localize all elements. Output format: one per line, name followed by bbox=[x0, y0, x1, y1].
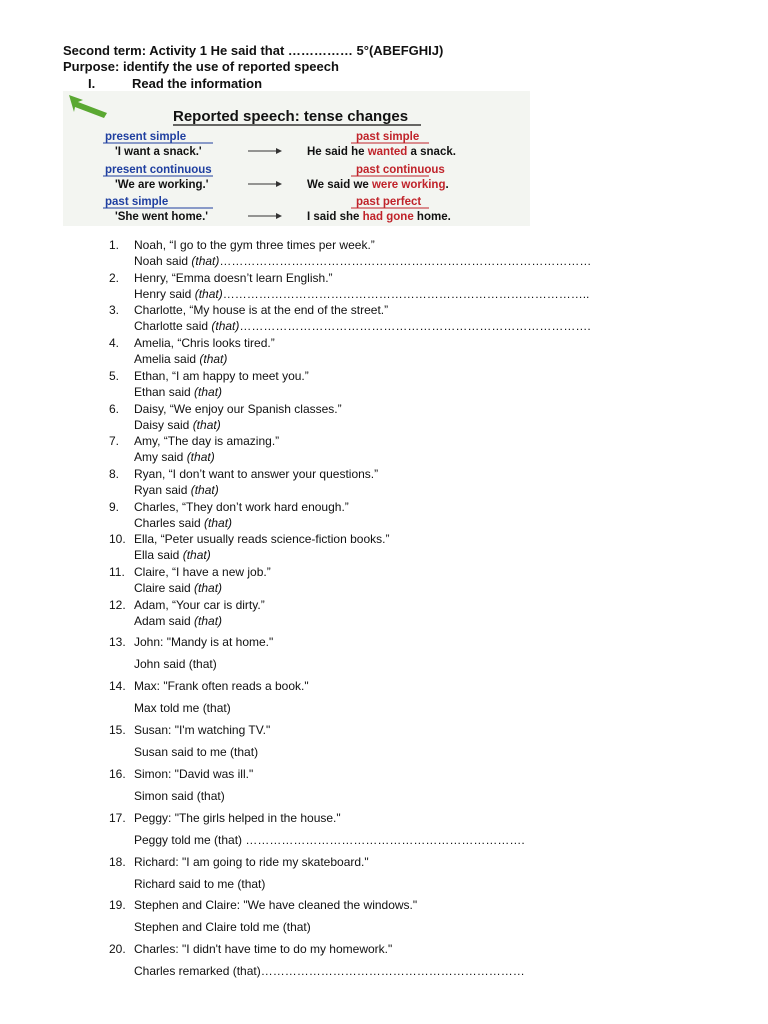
answer-blank-dots: ………………………………………………………… bbox=[260, 964, 525, 979]
answer-that: (that) bbox=[194, 581, 223, 595]
item-quote: Richard: "I am going to ride my skateboard." bbox=[134, 854, 369, 869]
item-number: 7. bbox=[109, 434, 120, 449]
item-answer-line[interactable] bbox=[134, 920, 311, 934]
item-answer-line[interactable] bbox=[134, 450, 215, 464]
left-tense-label: present continuous bbox=[105, 164, 212, 176]
item-answer-line[interactable] bbox=[134, 701, 231, 715]
green-arrow-icon bbox=[69, 95, 107, 118]
answer-blank-dots: ……………………………………………………………………………. bbox=[239, 319, 591, 334]
item-quote: Amy, “The day is amazing.” bbox=[134, 434, 280, 449]
answer-that: (that) bbox=[194, 384, 223, 399]
left-example: 'She went home.' bbox=[115, 211, 209, 223]
item-quote: Henry, “Emma doesn’t learn English.” bbox=[134, 270, 333, 285]
answer-prefix: Simon said (that) bbox=[134, 788, 225, 803]
worksheet-header bbox=[63, 43, 443, 75]
answer-prefix: Daisy said bbox=[134, 417, 193, 432]
answer-that: (that) bbox=[204, 515, 233, 530]
answer-prefix: Charles said bbox=[134, 515, 205, 530]
answer-prefix: Susan said to me (that) bbox=[134, 744, 259, 759]
item-answer-line[interactable] bbox=[134, 418, 221, 432]
item-answer-line[interactable] bbox=[134, 877, 265, 891]
answer-prefix: Peggy told me (that) bbox=[134, 832, 246, 847]
item-answer-line[interactable] bbox=[134, 548, 211, 562]
item-number: 13. bbox=[109, 635, 126, 649]
answer-blank-dots: ……………………………………………………………………………….. bbox=[222, 286, 590, 301]
item-number: 1. bbox=[109, 238, 120, 252]
answer-that: (that) bbox=[194, 613, 223, 628]
answer-that: (that) bbox=[182, 548, 211, 563]
tense-changes-svg bbox=[63, 91, 530, 226]
item-quote: John: "Mandy is at home." bbox=[134, 635, 274, 649]
item-quote: Daisy, “We enjoy our Spanish classes.” bbox=[134, 401, 342, 416]
left-example: 'We are working.' bbox=[115, 179, 209, 191]
section-title: Read the information bbox=[132, 76, 263, 91]
row-arrowhead-icon bbox=[276, 148, 282, 154]
right-tense-label: past simple bbox=[356, 131, 420, 143]
item-number: 6. bbox=[109, 401, 120, 416]
item-answer-line[interactable] bbox=[134, 581, 222, 595]
item-number: 5. bbox=[109, 368, 120, 383]
item-quote: Max: "Frank often reads a book." bbox=[134, 678, 309, 693]
left-tense-label: present simple bbox=[105, 131, 187, 143]
right-example: He said he wanted a snack. bbox=[307, 146, 456, 158]
item-number: 12. bbox=[109, 597, 126, 612]
item-number: 19. bbox=[109, 898, 126, 913]
answer-blank-dots: ………………………………………………………………………………… bbox=[219, 254, 592, 268]
item-number: 20. bbox=[109, 942, 126, 957]
item-answer-line[interactable] bbox=[134, 833, 525, 847]
item-quote: Ethan, “I am happy to meet you.” bbox=[134, 368, 309, 383]
item-answer-line[interactable] bbox=[134, 319, 591, 333]
item-answer-line[interactable] bbox=[134, 385, 222, 399]
purpose-label: Purpose: bbox=[63, 59, 120, 74]
answer-that: (that) bbox=[186, 450, 215, 465]
item-answer-line[interactable] bbox=[134, 516, 232, 530]
right-tense-label: past perfect bbox=[356, 196, 422, 208]
right-example: I said she had gone home. bbox=[307, 211, 451, 223]
right-tense-label: past continuous bbox=[356, 164, 445, 176]
item-number: 18. bbox=[109, 854, 126, 869]
item-quote: Charlotte, “My house is at the end of the street.” bbox=[134, 303, 389, 318]
answer-prefix: Claire said bbox=[134, 581, 195, 595]
item-number: 10. bbox=[109, 532, 126, 547]
item-answer-line[interactable] bbox=[134, 745, 258, 759]
item-number: 2. bbox=[109, 270, 120, 285]
worksheet-title: Second term: Activity 1 He said that …………… 5°(ABEFGHIJ) bbox=[63, 43, 444, 58]
answer-that: (that) bbox=[199, 352, 228, 367]
answer-that: (that) bbox=[191, 254, 220, 268]
section-heading bbox=[88, 76, 262, 91]
item-quote: Simon: "David was ill." bbox=[134, 766, 254, 781]
answer-prefix: Charlotte said bbox=[134, 319, 212, 334]
item-quote: Ella, “Peter usually reads science-fiction books.” bbox=[134, 532, 390, 547]
item-number: 17. bbox=[109, 810, 126, 825]
item-number: 16. bbox=[109, 766, 126, 781]
answer-prefix: Adam said bbox=[134, 613, 195, 628]
item-number: 14. bbox=[109, 678, 126, 693]
answer-prefix: Charles remarked (that) bbox=[134, 964, 261, 979]
item-answer-line[interactable] bbox=[134, 287, 589, 301]
item-answer-line[interactable] bbox=[134, 483, 219, 497]
item-quote: Peggy: "The girls helped in the house." bbox=[134, 810, 341, 825]
item-quote: Susan: "I'm watching TV." bbox=[134, 722, 271, 737]
left-tense-label: past simple bbox=[105, 196, 169, 208]
item-answer-line[interactable] bbox=[134, 352, 227, 366]
item-number: 9. bbox=[109, 499, 120, 514]
purpose-line bbox=[63, 59, 443, 75]
row-arrowhead-icon bbox=[276, 213, 282, 219]
item-answer-line[interactable] bbox=[134, 789, 225, 803]
item-answer-line[interactable] bbox=[134, 254, 591, 268]
graphic-title: Reported speech: tense changes bbox=[173, 108, 409, 125]
item-answer-line[interactable] bbox=[134, 964, 525, 978]
item-quote: Charles: "I didn't have time to do my homework." bbox=[134, 942, 393, 957]
item-quote: Stephen and Claire: "We have cleaned the windows." bbox=[134, 898, 418, 913]
answer-prefix: Ethan said bbox=[134, 384, 195, 399]
item-answer-line[interactable] bbox=[134, 614, 222, 628]
answer-prefix: Amy said bbox=[134, 450, 187, 465]
item-quote: Adam, “Your car is dirty.” bbox=[134, 597, 265, 612]
answer-prefix: Noah said bbox=[134, 254, 192, 268]
item-number: 3. bbox=[109, 303, 120, 318]
left-example: 'I want a snack.' bbox=[115, 146, 202, 158]
answer-that: (that) bbox=[190, 482, 219, 497]
section-number: I. bbox=[88, 76, 96, 91]
row-arrowhead-icon bbox=[276, 181, 282, 187]
tense-changes-graphic bbox=[63, 91, 530, 226]
right-example: We said we were working. bbox=[307, 179, 449, 191]
item-number: 4. bbox=[109, 336, 120, 351]
item-quote: Claire, “I have a new job.” bbox=[134, 565, 271, 579]
item-number: 8. bbox=[109, 466, 120, 481]
answer-that: (that) bbox=[194, 286, 223, 301]
answer-prefix: Henry said bbox=[134, 286, 195, 301]
answer-that: (that) bbox=[211, 319, 240, 334]
answer-blank-dots: ……………………………………………………………. bbox=[245, 832, 525, 847]
answer-prefix: Stephen and Claire told me (that) bbox=[134, 920, 311, 935]
answer-prefix: Ella said bbox=[134, 548, 183, 563]
answer-prefix: John said (that) bbox=[134, 657, 217, 671]
answer-prefix: Max told me (that) bbox=[134, 700, 231, 715]
item-quote: Charles, “They don’t work hard enough.” bbox=[134, 499, 349, 514]
item-answer-line[interactable] bbox=[134, 657, 217, 671]
answer-prefix: Amelia said bbox=[134, 352, 200, 367]
answer-prefix: Ryan said bbox=[134, 482, 191, 497]
item-number: 11. bbox=[109, 565, 125, 579]
purpose-text: identify the use of reported speech bbox=[119, 59, 339, 74]
item-quote: Noah, “I go to the gym three times per week.” bbox=[134, 238, 375, 252]
answer-that: (that) bbox=[192, 417, 221, 432]
item-quote: Amelia, “Chris looks tired.” bbox=[134, 336, 275, 351]
answer-prefix: Richard said to me (that) bbox=[134, 876, 266, 891]
item-quote: Ryan, “I don’t want to answer your questions.” bbox=[134, 466, 379, 481]
item-number: 15. bbox=[109, 722, 126, 737]
